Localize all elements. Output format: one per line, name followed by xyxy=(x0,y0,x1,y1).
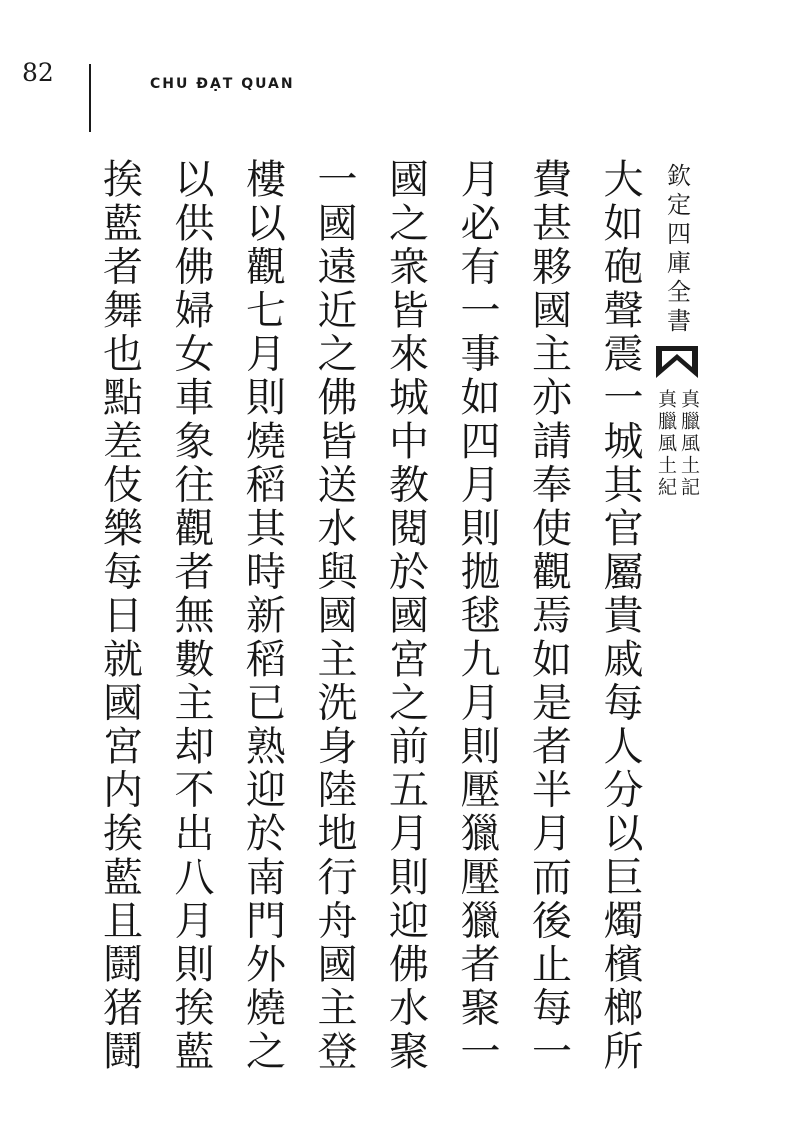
running-title: CHU ĐẠT QUAN xyxy=(150,76,295,92)
section-subtitle: 真臘風土記 真臘風土紀 xyxy=(655,389,700,499)
margin-note xyxy=(654,163,700,593)
classical-chinese-text: 大如砲聲震一城其官屬貴戚每人分以巨燭檳榔所 費甚夥國主亦請奉使觀焉如是者半月而後止每一 月必有一事如四月則拋毬九月則壓獵壓獵者聚一 國之衆皆來城中教閱於國宮之前五月則迎佛水聚 一國遠近之佛皆送水與國主洗身陸地行舟國主登 樓以觀七月則燒稻其時新稻已熟迎於南門外燒之 以供佛婦女車象往觀者無數主却不出八月則挨藍 挨藍者舞也點差伎樂每日就國宮内挨藍且鬪猪鬪 xyxy=(96,158,643,1074)
fishtail-mark-icon xyxy=(655,345,699,379)
page-number: 82 xyxy=(22,58,54,87)
header-divider xyxy=(89,64,91,132)
book-title: 欽定四庫全書 xyxy=(662,163,691,337)
